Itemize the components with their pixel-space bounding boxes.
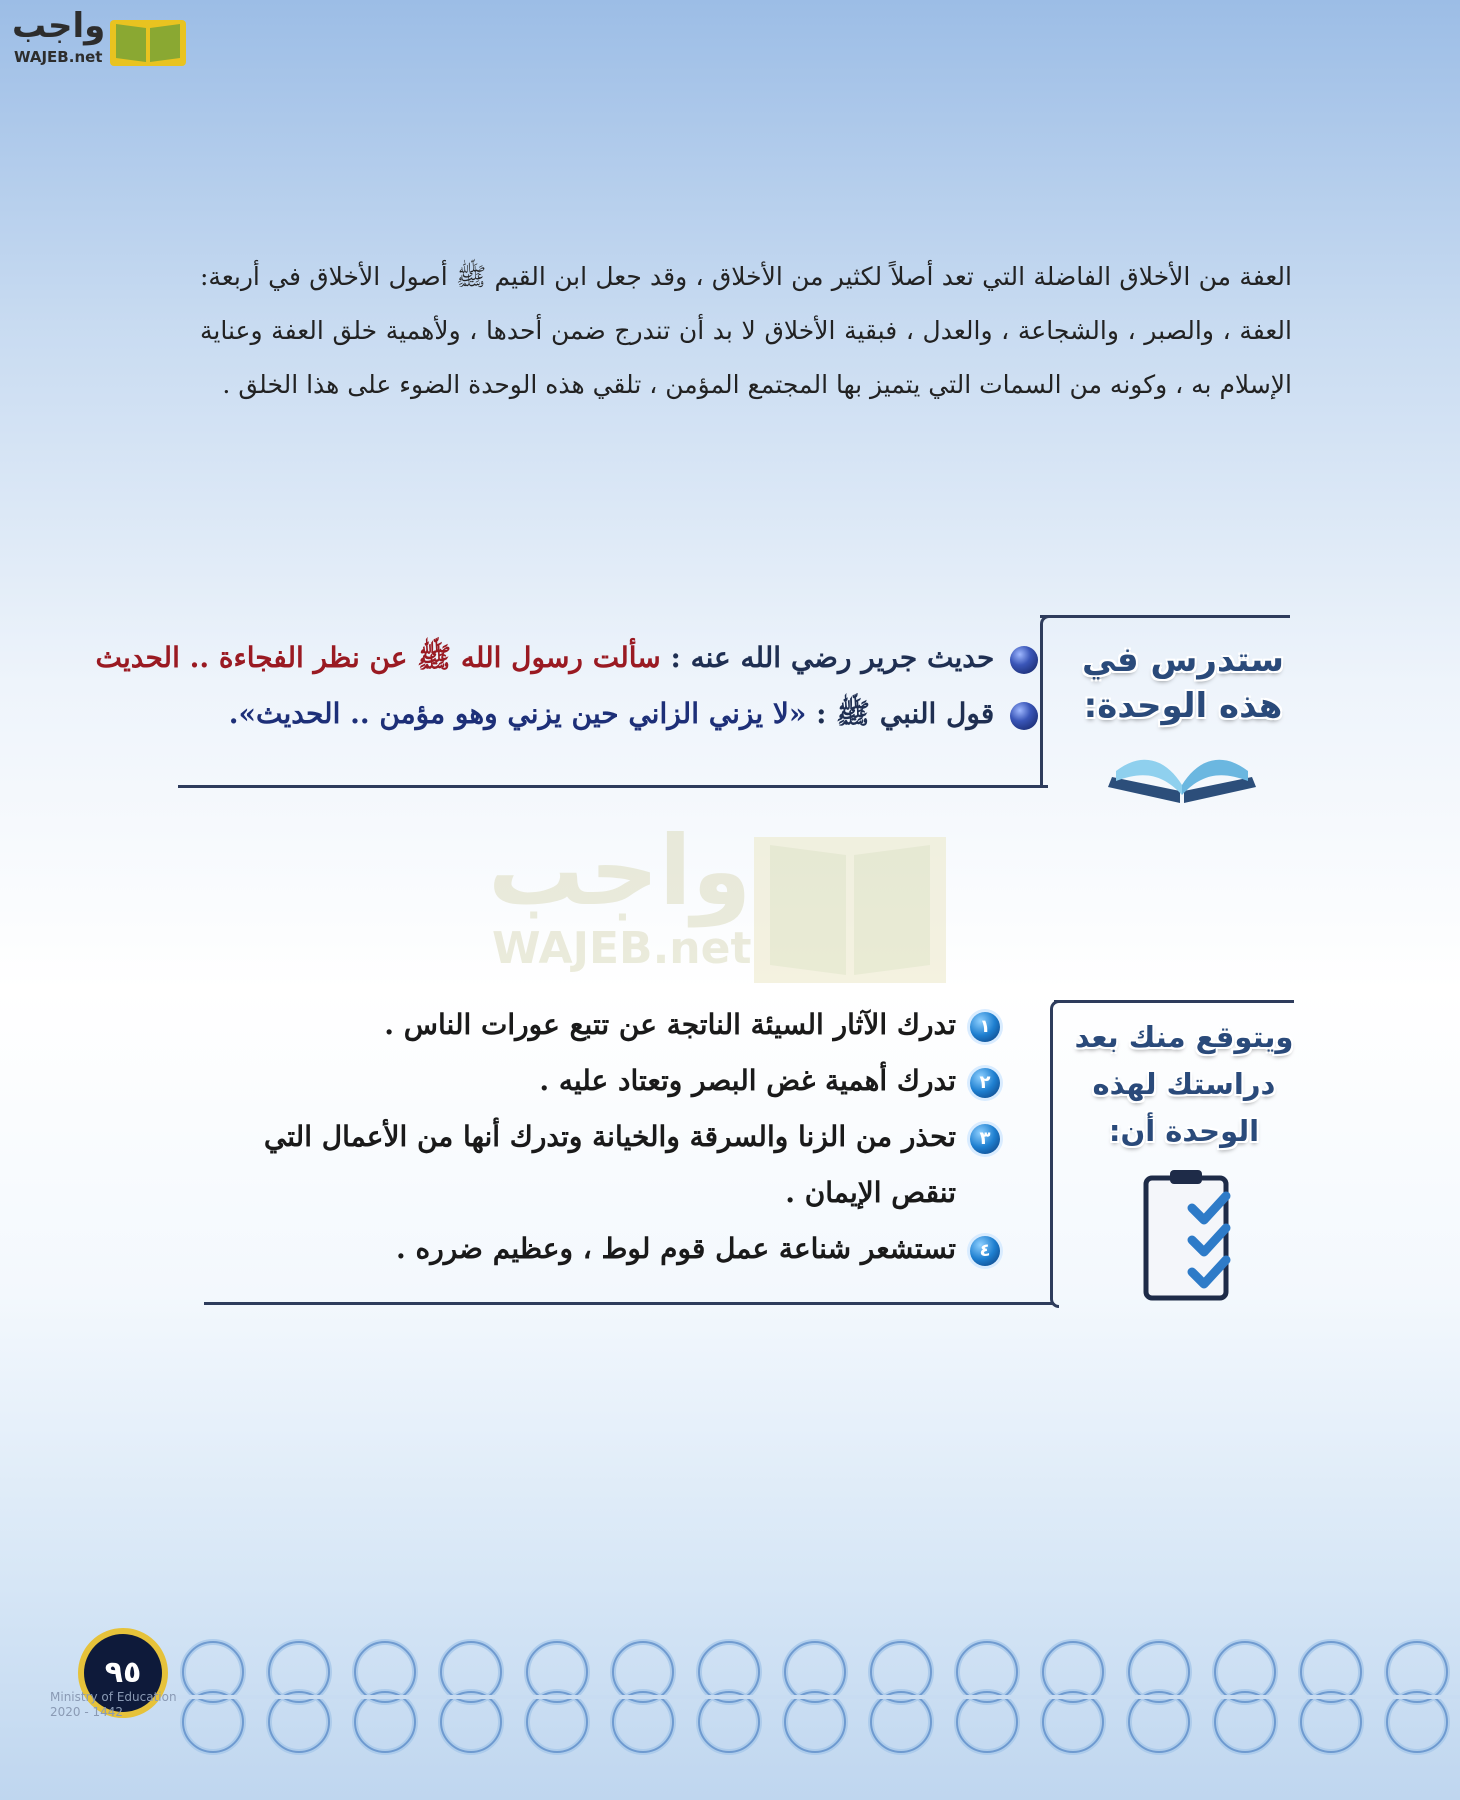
lessons-box-divider — [1040, 615, 1049, 788]
goal-item-4 — [396, 1232, 1000, 1266]
watermark-latin-text: WAJEB.net — [492, 923, 752, 974]
blue-ball-bullet-icon — [1010, 646, 1038, 674]
wajeb-logo[interactable] — [8, 6, 188, 68]
islamic-pattern-border — [170, 1632, 1460, 1762]
logo-arabic-text: واجب — [12, 6, 106, 46]
logo-latin-text: WAJEB.net — [14, 48, 103, 66]
goal-item-3-text: تحذر من الزنا والسرقة والخيانة وتدرك أنها من الأعمال التي — [263, 1120, 956, 1153]
lessons-box-title — [1078, 637, 1288, 729]
ministry-line2: 2020 - 1442 — [50, 1705, 124, 1719]
goals-title-line2: دراستك لهذه — [1092, 1067, 1276, 1101]
checklist-icon — [1140, 1168, 1240, 1303]
lesson-item-1-quote: سألت رسول الله ﷺ عن نظر الفجاءة .. الحديث — [95, 641, 661, 674]
lesson-item-1 — [96, 641, 1039, 681]
page-number-badge: ٩٥ — [78, 1628, 168, 1718]
lesson-item-2-lead: قول النبي ﷺ : — [816, 697, 995, 730]
ministry-label — [50, 1690, 177, 1720]
goal-item-1 — [384, 1008, 1000, 1042]
intro-paragraph: العفة من الأخلاق الفاضلة التي تعد أصلاً لكثير من الأخلاق ، وقد جعل ابن القيم ﷺ أصول الأخلاق في أربعة: العفة ، والصبر ، والشجاعة ، والعدل ، فبقية الأخلاق لا بد أن تندرج ضمن أحدها ، ولأهمية خلق العفة وعناية الإسلام به ، وكونه من السمات التي يتميز بها المجتمع المؤمن ، تلقي هذه الوحدة الضوء على هذا الخلق . — [200, 262, 1292, 399]
open-book-icon — [1102, 737, 1262, 807]
lessons-box-top-rule — [1040, 615, 1290, 618]
lesson-item-2 — [229, 697, 1038, 737]
goals-box-title — [1072, 1014, 1296, 1155]
lessons-box — [95, 615, 1290, 790]
goal-number-badge: ٢ — [970, 1068, 1000, 1098]
goals-box-top-rule — [1054, 1000, 1294, 1003]
goal-item-3-text2: تنقص الإيمان . — [785, 1176, 956, 1209]
goal-number-badge: ٤ — [970, 1236, 1000, 1266]
goal-item-1-text: تدرك الآثار السيئة الناتجة عن تتبع عورات الناس . — [384, 1008, 956, 1041]
lessons-title-line2: هذه الوحدة: — [1083, 686, 1283, 726]
goal-item-4-text: تستشعر شناعة عمل قوم لوط ، وعظيم ضرره . — [396, 1232, 956, 1265]
goal-number-badge: ١ — [970, 1012, 1000, 1042]
book-logo-icon — [108, 12, 188, 68]
goal-number-badge: ٣ — [970, 1124, 1000, 1154]
goal-item-2 — [539, 1064, 1000, 1098]
goal-item-2-text: تدرك أهمية غض البصر وتعتاد عليه . — [539, 1064, 956, 1097]
goal-item-3-continued — [785, 1176, 956, 1209]
goals-box-divider — [1050, 1000, 1059, 1308]
lesson-item-2-quote: «لا يزني الزاني حين يزني وهو مؤمن .. الحديث». — [228, 697, 807, 730]
watermark-arabic-text: واجب — [488, 815, 752, 927]
goal-item-3 — [264, 1120, 1000, 1154]
goals-box-bottom-rule — [204, 1302, 1054, 1305]
lessons-title-line1: ستدرس في — [1082, 640, 1284, 680]
ministry-line1: Ministry of Education — [50, 1690, 177, 1704]
goals-title-line1: ويتوقع منك بعد — [1074, 1020, 1294, 1054]
wajeb-watermark — [480, 815, 1000, 985]
blue-ball-bullet-icon — [1010, 702, 1038, 730]
goals-title-line3: الوحدة أن: — [1108, 1114, 1260, 1148]
goals-box — [204, 1000, 1294, 1310]
watermark-book-icon — [750, 815, 950, 985]
lesson-item-1-lead: حديث جرير رضي الله عنه : — [670, 641, 995, 674]
